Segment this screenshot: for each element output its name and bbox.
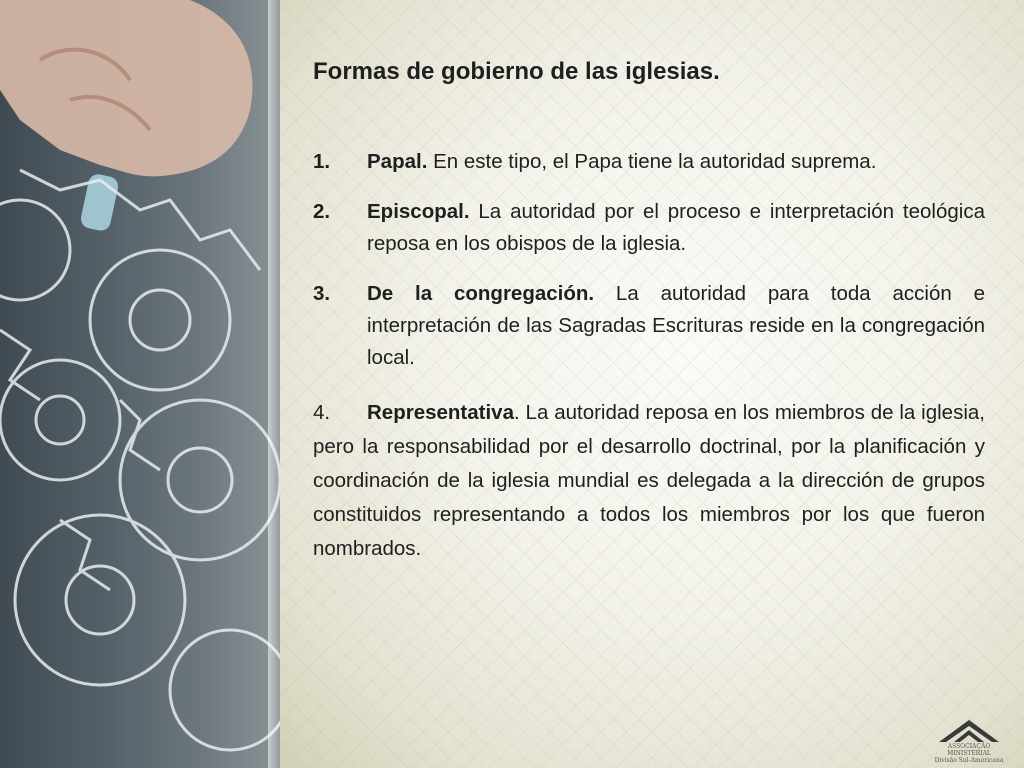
list-description: La autoridad para toda acción e interpretación de las Sagradas Escrituras reside en la congregación local. (367, 282, 985, 369)
list-description: La autoridad por el proceso e interpretación teológica reposa en los obispos de la iglesia. (367, 200, 985, 255)
governance-list (313, 146, 985, 374)
list-term: Papal. (367, 150, 428, 173)
slide-title: Formas de gobierno de las iglesias. (313, 58, 720, 85)
logo-line-2: Divisão Sul-Americana (934, 757, 1004, 764)
list-term: Representativa (367, 401, 514, 424)
gears-sketch-icon (0, 0, 280, 768)
list-description: En este tipo, el Papa tiene la autoridad suprema. (427, 150, 877, 173)
representative-paragraph (313, 396, 985, 566)
logo-caption (928, 743, 1010, 764)
list-item-text (367, 196, 985, 260)
logo-line-1: ASSOCIAÇÃO MINISTERIAL (947, 743, 991, 757)
list-number: 1. (313, 150, 331, 173)
decorative-photo-gears (0, 0, 280, 768)
list-term: Episcopal. (367, 200, 470, 223)
list-item-text (367, 146, 985, 178)
list-number: 4. (313, 401, 331, 424)
list-term: De la congregación. (367, 282, 595, 305)
list-item-text (367, 278, 985, 374)
slide-content (313, 50, 985, 587)
list-description: . La autoridad reposa en los miembros de la iglesia, pero la responsabilidad por el desarrollo doctrinal, por la planificación y coordinación de la iglesia mundial es delegada a la dirección de grupos constituidos representando a todos los miembros por los que fueron nombrados. (313, 401, 985, 560)
list-item (313, 146, 985, 178)
list-number: 2. (313, 200, 331, 223)
list-item (313, 196, 985, 260)
list-number: 3. (313, 282, 331, 305)
list-item (313, 278, 985, 374)
